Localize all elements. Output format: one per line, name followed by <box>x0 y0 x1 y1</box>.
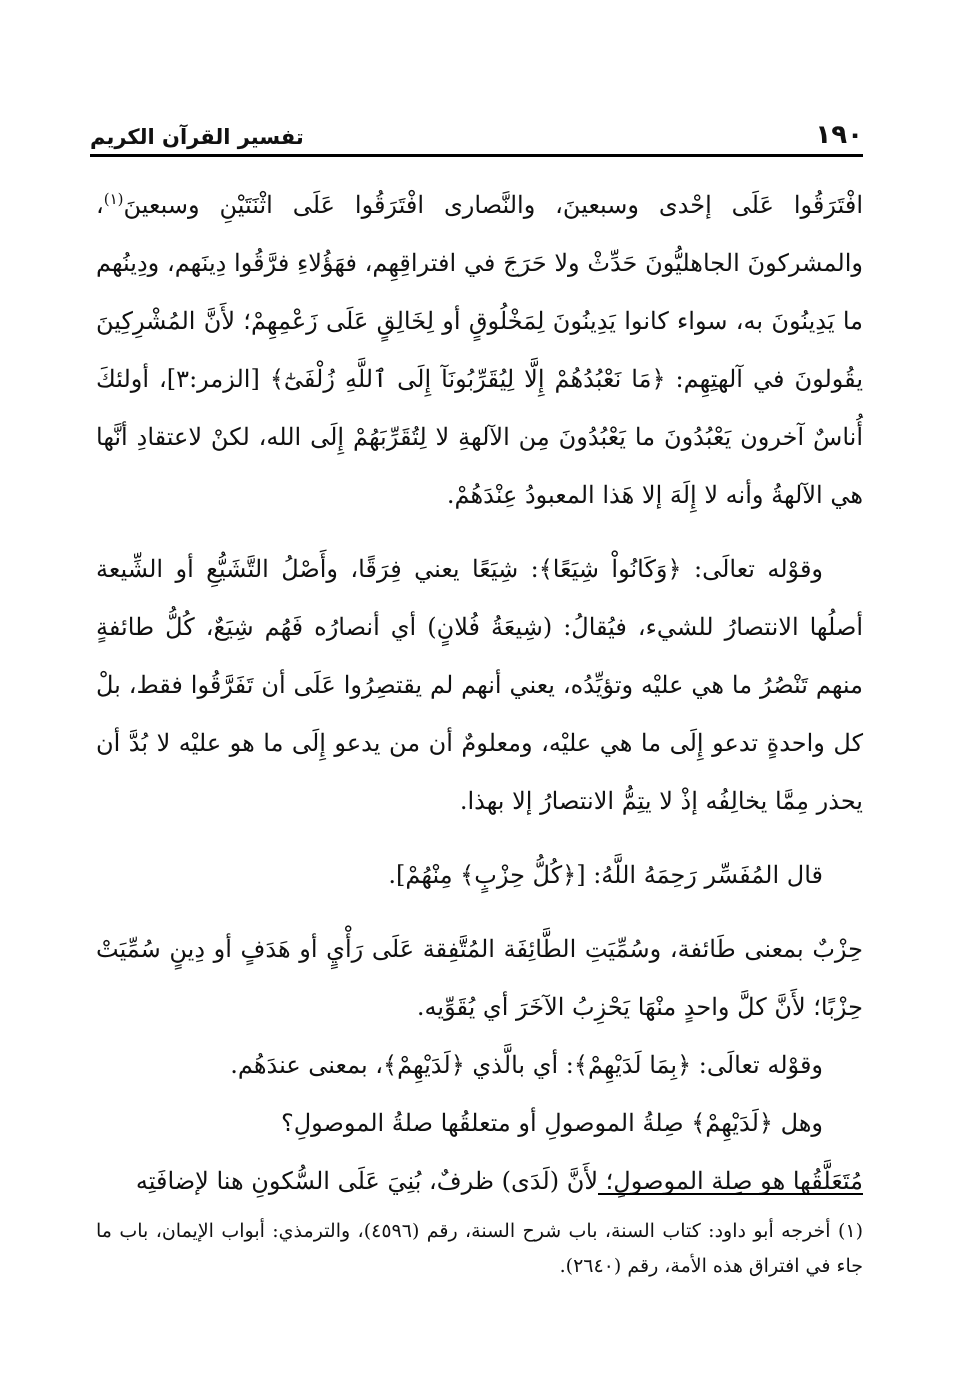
paragraph-7: مُتَعَلَّقُها هو صِلة الموصولِ؛ لأَنَّ (لَدَى) ظرفٌ، بُنِيَ عَلَى السُّكونِ هنا لإضافَتِه <box>135 1167 863 1195</box>
page-number: ١٩٠ <box>815 120 863 150</box>
paragraph-1-start: افْتَرَقُوا عَلَى إحْدى وسبعينَ، والنَّصارى افْتَرَقُوا عَلَى اثْنَتَيْنِ وسبعينَ <box>123 191 863 219</box>
main-text <box>96 176 863 1210</box>
paragraph-2: وقوْله تعالَى: ﴿وَكَانُواْ شِيَعًا﴾: شِيَعًا يعني فِرَقًا، وأَصْلُ التَّشَيُّعِ أو الشِّيعة أصلُها الانتصارُ للشيء، فيُقالُ: (شِيعَةُ فُلانٍ) أي أنصارُه فَهُم شِيَعٌ، كُلُّ طائفةٍ منهم تَنْصُرُ ما هي عليْه وتؤيِّدُه، يعني أنهم لم يقتصِرُوا عَلَى أن تَفَرَّقُوا فقط، بلْ كل واحدةٍ تدعو إِلَى ما هي عليْه، ومعلومٌ أن من يدعو إِلَى ما هو عليْه لا بُدَّ أن يحذر مِمَّا يخالِفُه إذْ لا يتِمُّ الانتصارُ إلا بهذا. <box>96 555 863 815</box>
footnote-1: (١) أخرجه أبو داود: كتاب السنة، باب شرح السنة، رقم (٤٥٩٦)، والترمذي: أبواب الإيمان، باب ما جاء في افتراق هذه الأمة، رقم (٢٦٤٠). <box>96 1220 863 1277</box>
page-header <box>90 108 863 154</box>
footnote-marker: (١) <box>103 190 124 208</box>
paragraph-3: قال المُفَسِّر رَحِمَهُ اللَّهُ: [﴿كُلُّ حِزْبٍ﴾ مِنْهُمْ]. <box>388 861 823 889</box>
paragraph-5: وقوْله تعالَى: ﴿بِمَا لَدَيْهِمْ﴾: أي بالَّذي ﴿لَدَيْهِمْ﴾، بمعنى عندَهُم. <box>230 1051 823 1079</box>
paragraph-6: وهل ﴿لَدَيْهِمْ﴾ صِلةُ الموصولِ أو متعلقُها صلةُ الموصولِ؟ <box>280 1109 823 1137</box>
book-title: تفسير القرآن الكريم <box>90 125 304 149</box>
footnote-divider <box>598 1193 863 1195</box>
paragraph-4: حِزْبٌ بمعنى طَائفة، وسُمِّيَتِ الطَّائِفَة المُتَّفِقة عَلَى رَأْيٍ أو هَدَفٍ أو دِينٍ سُمِّيَتْ حِزْبًا؛ لأَنَّ كلَّ واحدٍ منْهَا يَحْزِبُ الآخَرَ أي يُقَوِّيه. <box>96 935 863 1021</box>
header-divider <box>90 154 863 157</box>
paragraph-1-rest: ، والمشركونَ الجاهليُّونَ حَدِّثْ ولا حَرَجَ في افتراقِهِم، فهَؤُلاءِ فرَّقُوا دِينَهم، ودِينُهم ما يَدِينُونَ به، سواء كانوا يَدِينُونَ لِمَخْلُوقٍ أو لِخَالِقٍ عَلَى زَعْمِهِمْ؛ لأَنَّ المُشْرِكِينَ يقُولونَ في آلهتِهِم: ﴿مَا نَعْبُدُهُمْ إِلَّا لِيُقَرِّبُونَآ إِلَى ٱللَّهِ زُلْفَىٰٓ﴾ [الزمر:٣]، أولئكَ أُناسٌ آخرون يَعْبُدُونَ ما يَعْبُدُونَ مِن الآلهةِ لا لِتُقَرِّبَهُمْ إِلَى الله، لكنْ لاعتقادِ أنَّها هي الآلهةُ وأنه لا إِلَهَ إلا هَذا المعبودُ عِنْدَهُمْ. <box>96 191 864 509</box>
footnotes <box>96 1214 863 1284</box>
paragraph-1 <box>96 176 863 524</box>
